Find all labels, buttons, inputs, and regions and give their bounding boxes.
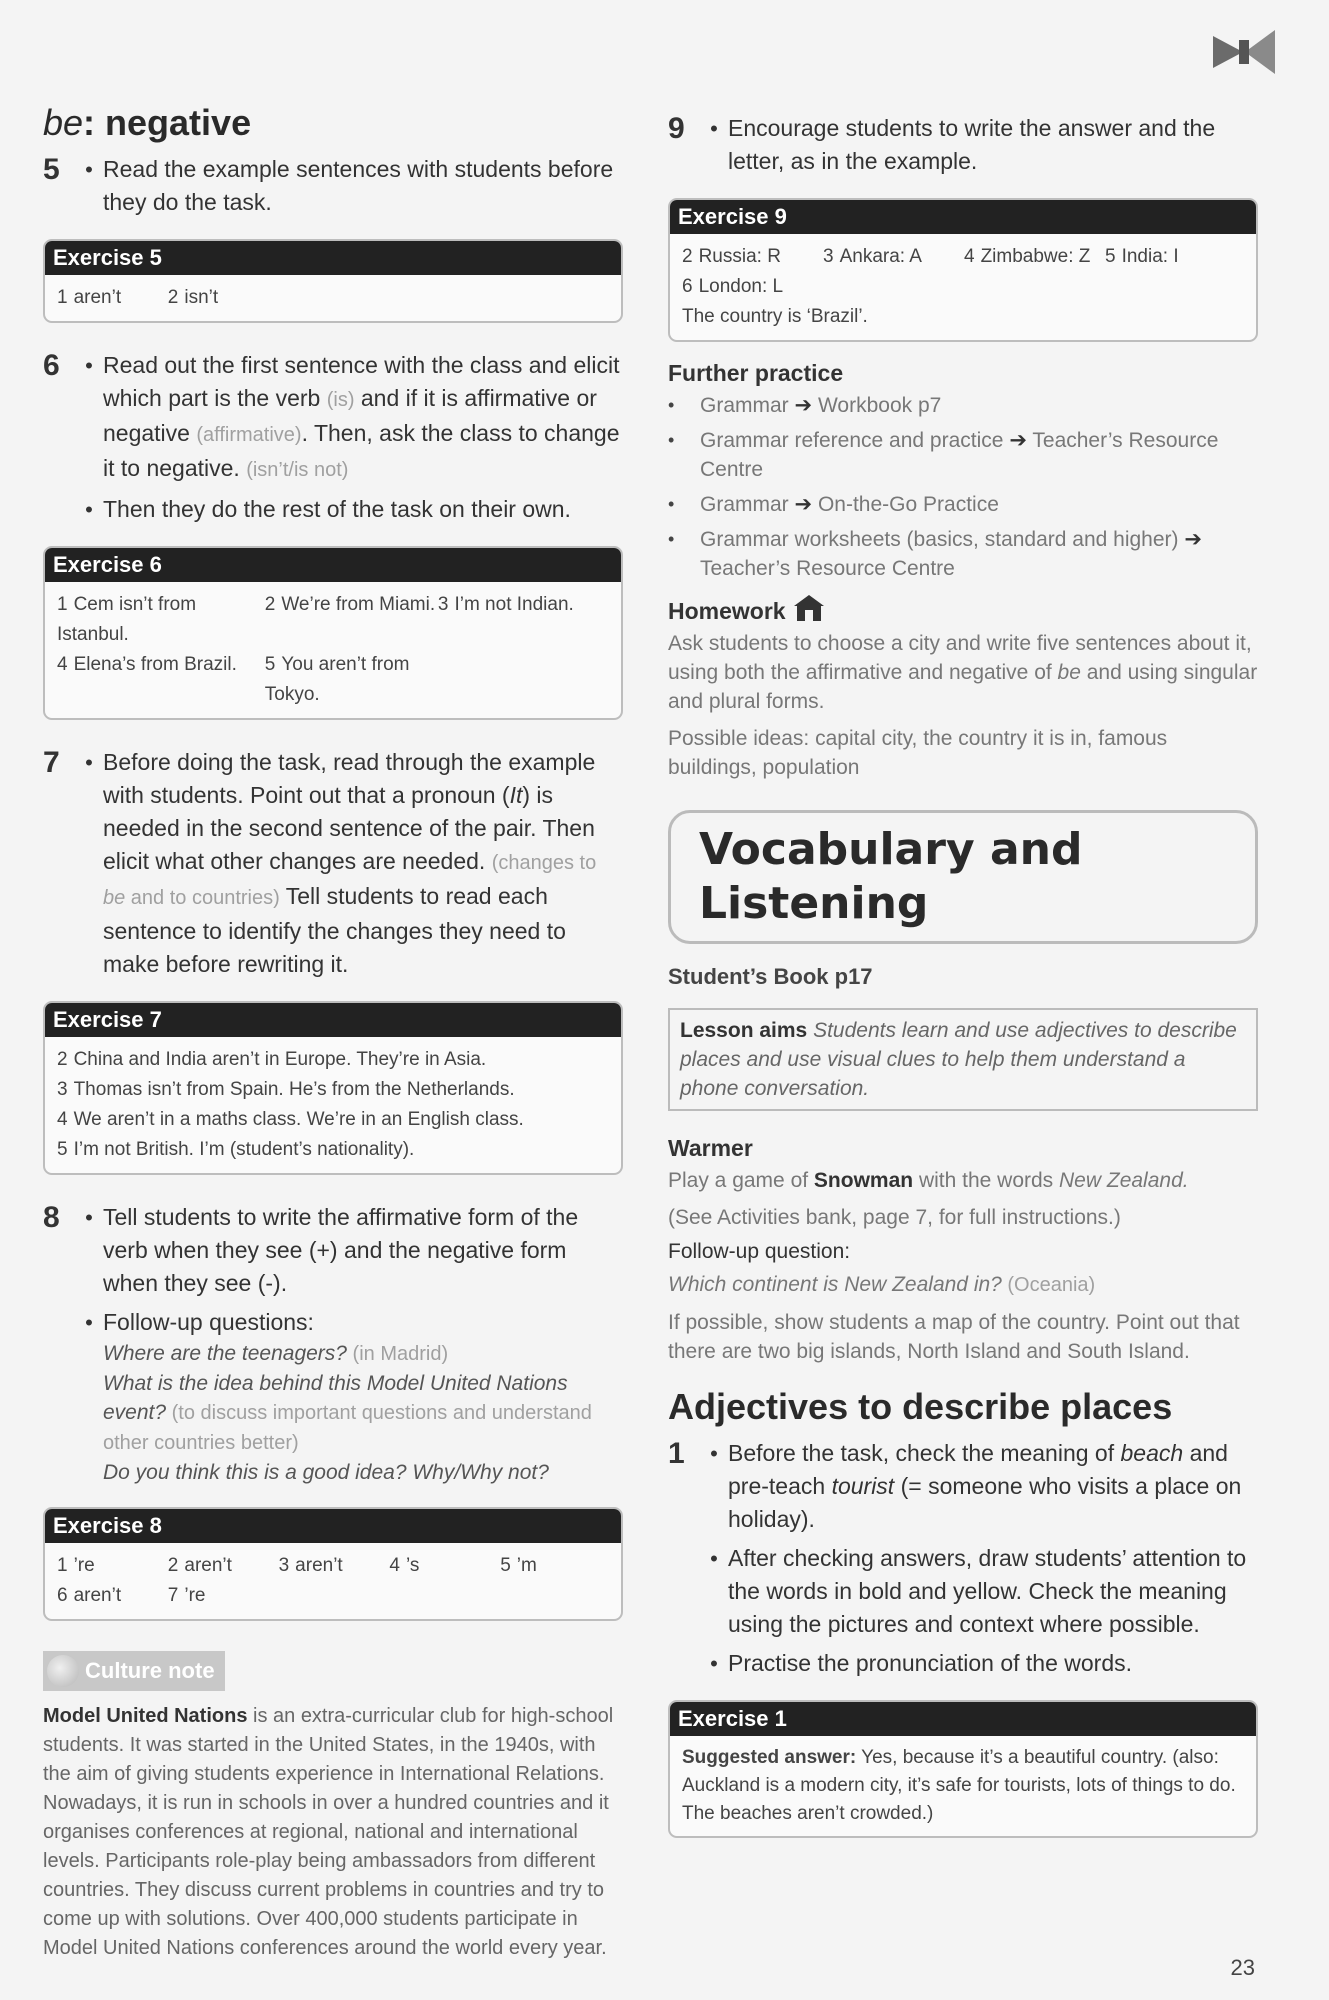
warmer-instructions: (See Activities bank, page 7, for full instructions.) xyxy=(668,1206,1121,1229)
step-1-bullet-1: Before the task, check the meaning of beach and pre-teach tourist (= someone who visits a place on holiday). xyxy=(728,1440,1242,1532)
answer-item: 4 We aren’t in a maths class. We’re in an English class. xyxy=(57,1109,524,1130)
house-icon xyxy=(792,593,826,623)
step-9-text: Encourage students to write the answer and the letter, as in the example. xyxy=(728,115,1216,174)
answer-item: 6 aren’t xyxy=(57,1585,122,1606)
lesson-aims: Lesson aims Students learn and use adjectives to describe places and use visual clues to help them understand a phone conversation. xyxy=(668,1008,1258,1111)
follow-up-question: Which continent is New Zealand in? (Oceania) xyxy=(668,1273,1096,1296)
exercise-9-note: The country is ‘Brazil’. xyxy=(682,306,868,327)
answer-item: 4 Zimbabwe: Z xyxy=(964,246,1091,267)
culture-note-text: Model United Nations is an extra-curricular club for high-school students. It was started in the United States, in the 1940s, with the aim of giving students experience in International Relations. Nowadays, it is run in schools in over a hundred countries and it organises conferences at regional, national and international levels. Participants role-play being ambassadors from different countries. They discuss current problems in countries and try to come up with solutions. Over 400,000 students participate in Model United Nations conferences around the world every year. xyxy=(43,1705,614,1959)
corner-nav-icon xyxy=(1209,22,1279,82)
answer-item: 4 ’s xyxy=(389,1555,420,1576)
section-title: be: negative xyxy=(43,102,252,143)
exercise-8-box xyxy=(43,1507,623,1621)
answer-item: 2 Russia: R xyxy=(682,246,781,267)
answer-item: 4 Elena’s from Brazil. xyxy=(57,654,237,675)
exercise-7-header: Exercise 7 xyxy=(45,1003,621,1037)
arrow-icon: ➔ xyxy=(1184,528,1202,551)
warmer-text: Play a game of Snowman with the words New Zealand. xyxy=(668,1169,1189,1192)
step-1: 1 • Before the task, check the meaning of beach and pre-teach tourist (= someone who visits a place on holiday). • After checking answers, draw students’ attention to the words in bold and yellow. Check the meaning using the pictures and context where possible. • Practise the pronunciation of the words. xyxy=(668,1437,1258,1686)
step-6-bullet-1: Read out the first sentence with the class and elicit which part is the verb (is) and if it is affirmative or negative (affirmative). Then, ask the class to change it to negative. (isn’t/is not) xyxy=(103,352,620,481)
list-item: • Grammar ➔ Workbook p7 xyxy=(668,394,942,417)
answer-item: 6 London: L xyxy=(682,276,784,297)
exercise-9-header: Exercise 9 xyxy=(670,200,1256,234)
warmer-map-text: If possible, show students a map of the country. Point out that there are two big islands, North Island and South Island. xyxy=(668,1311,1240,1363)
answer-item: 2 We’re from Miami. xyxy=(264,594,436,615)
answer-item: 3 Thomas isn’t from Spain. He’s from the Netherlands. xyxy=(57,1079,515,1100)
answer-item: 5 India: I xyxy=(1105,246,1179,267)
exercise-6-header: Exercise 6 xyxy=(45,548,621,582)
step-7: 7 • Before doing the task, read through the example with students. Point out that a pronoun (It) is needed in the second sentence of the pair. Then elicit what other changes are needed. (changes to be and to countries) Tell students to read each sentence to identify the changes they need to make before rewriting it. xyxy=(43,746,623,987)
exercise-1-header: Exercise 1 xyxy=(670,1702,1256,1736)
step-1-bullet-2: After checking answers, draw students’ attention to the words in bold and yellow. Check the meaning using the pictures and context where possible. xyxy=(728,1545,1247,1637)
step-1-bullet-3: Practise the pronunciation of the words. xyxy=(728,1650,1133,1676)
vocabulary-heading-box: Vocabulary and Listening xyxy=(668,810,1258,944)
page-number: 23 xyxy=(1230,1955,1255,1980)
answer-item: 1 Cem isn’t from Istanbul. xyxy=(57,594,197,645)
adjectives-title: Adjectives to describe places xyxy=(668,1386,1173,1427)
further-practice-title: Further practice xyxy=(668,360,844,386)
further-practice-list xyxy=(668,391,1258,583)
step-6-bullet-2: Then they do the rest of the task on their own. xyxy=(103,496,571,522)
answer-item: 1 ’re xyxy=(57,1555,95,1576)
answer-item: 7 ’re xyxy=(167,1585,206,1606)
exercise-1-box: Exercise 1 Suggested answer: Yes, because it’s a beautiful country. (also: Auckland is a modern city, it’s safe for tourists, lots of things to do. The beaches aren’t crowded.) xyxy=(668,1700,1258,1838)
answer-item: 5 ’m xyxy=(500,1555,537,1576)
step-5-text: Read the example sentences with students before they do the task. xyxy=(103,156,614,215)
culture-note-header: Culture note xyxy=(43,1651,225,1691)
list-item: • Grammar ➔ On-the-Go Practice xyxy=(668,493,999,516)
answer-item: 1 aren’t xyxy=(57,287,122,308)
answer-item: 2 China and India aren’t in Europe. They’re in Asia. xyxy=(57,1049,487,1070)
step-8: 8 • Tell students to write the affirmative form of the verb when they see (+) and the negative form when they see (-). • Follow-up questions: Where are the teenagers? (in Madrid) What is the idea behind this Model United Nations event? (to discuss important questions and understand other countries better) Do you think this is a good idea? Why/Why not? xyxy=(43,1201,623,1493)
exercise-5-box xyxy=(43,239,623,323)
step-7-text: Before doing the task, read through the example with students. Point out that a pronoun (It) is needed in the second sentence of the pair. Then elicit what other changes are needed. (changes to be and to countries) Tell students to read each sentence to identify the changes they need to make before rewriting it. xyxy=(103,749,597,977)
list-item: • Grammar worksheets (basics, standard and higher) ➔ Teacher’s Resource Centre xyxy=(668,528,1202,580)
exercise-5-header: Exercise 5 xyxy=(45,241,621,275)
answer-item: 5 You aren’t from Tokyo. xyxy=(264,654,410,705)
homework-text: Ask students to choose a city and write five sentences about it, using both the affirmative and negative of be and using singular and plural forms. xyxy=(668,632,1258,713)
step-8-bullet-1: Tell students to write the affirmative form of the verb when they see (+) and the negative form when they see (-). xyxy=(103,1204,579,1296)
warmer-title: Warmer xyxy=(668,1135,753,1161)
step-9: 9 • Encourage students to write the answer and the letter, as in the example. xyxy=(668,112,1258,184)
exercise-6-box xyxy=(43,546,623,720)
answer-item: 5 I’m not British. I’m (student’s nationality). xyxy=(57,1139,415,1160)
arrow-icon: ➔ xyxy=(794,493,813,516)
arrow-icon: ➔ xyxy=(794,394,813,417)
step-8-followups: Follow-up questions: Where are the teenagers? (in Madrid) What is the idea behind this Model United Nations event? (to discuss important questions and understand other countries better) Do you think this is a good idea? Why/Why not? xyxy=(103,1309,592,1484)
answer-item: 2 isn’t xyxy=(167,287,219,308)
answer-item: 3 Ankara: A xyxy=(823,246,922,267)
follow-up-label: Follow-up question: xyxy=(668,1240,851,1263)
students-book-ref: Student’s Book p17 xyxy=(668,964,873,989)
exercise-9-box xyxy=(668,198,1258,342)
homework-ideas: Possible ideas: capital city, the country it is in, famous buildings, population xyxy=(668,727,1168,779)
exercise-7-box xyxy=(43,1001,623,1175)
arrow-icon: ➔ xyxy=(1009,429,1027,452)
step-5: 5 • Read the example sentences with students before they do the task. xyxy=(43,153,623,225)
globe-icon xyxy=(47,1655,79,1687)
left-column xyxy=(43,100,623,1963)
answer-item: 3 aren’t xyxy=(278,1555,343,1576)
answer-item: 3 I’m not Indian. xyxy=(437,594,574,615)
list-item: • Grammar reference and practice ➔ Teacher’s Resource Centre xyxy=(668,429,1219,481)
answer-item: 2 aren’t xyxy=(167,1555,232,1576)
step-6: 6 • Read out the first sentence with the class and elicit which part is the verb (is) and if it is affirmative or negative (affirmative). Then, ask the class to change it to negative. (isn’t/is not) • Then they do the rest of the task on their own. xyxy=(43,349,623,532)
exercise-8-header: Exercise 8 xyxy=(45,1509,621,1543)
right-column xyxy=(668,112,1258,1864)
homework-title: Homework xyxy=(668,593,1258,625)
